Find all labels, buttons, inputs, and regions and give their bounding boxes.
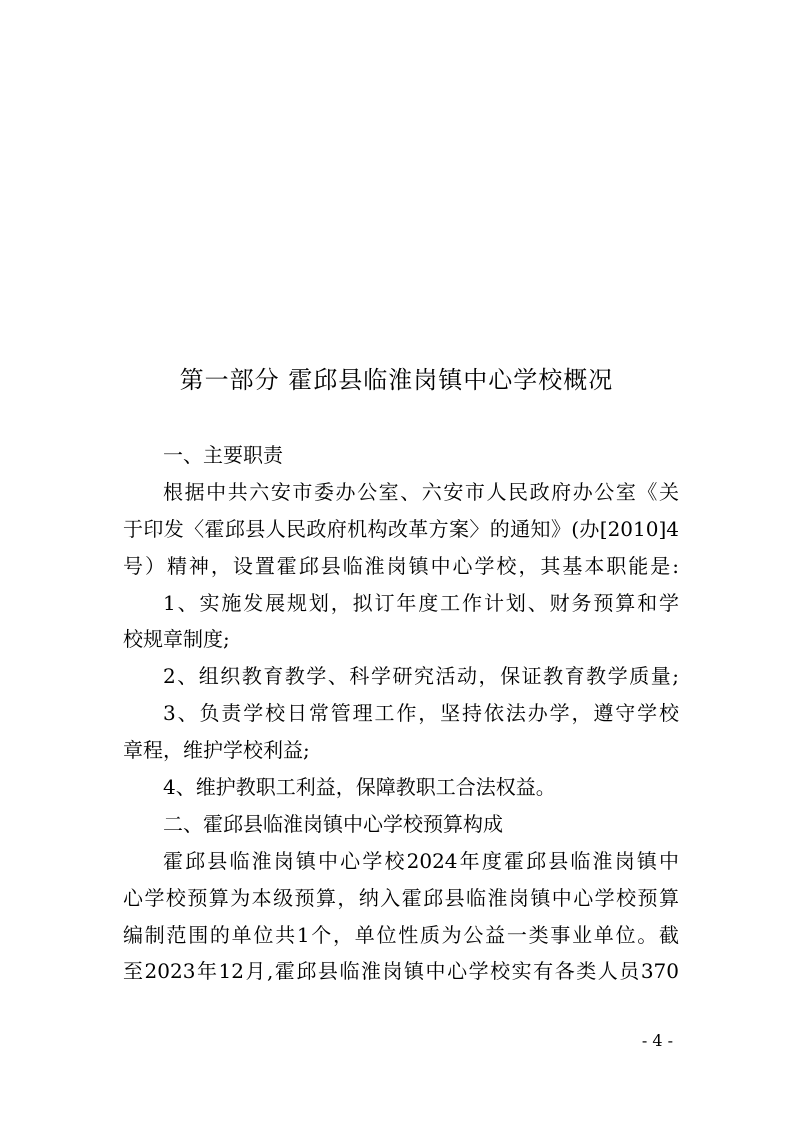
section-heading-budget-composition: 二、霍邱县临淮岗镇中心学校预算构成 [163,811,503,836]
paragraph-line: 编制范围的单位共1个，单位性质为公益一类事业单位。截 [123,922,679,947]
duty-item-1-cont: 校规章制度; [123,627,230,652]
paragraph-line: 号）精神，设置霍邱县临淮岗镇中心学校，其基本职能是: [123,553,679,578]
paragraph-line: 于印发〈霍邱县人民政府机构改革方案〉的通知》(办[2010]4 [123,516,679,541]
duty-item-3: 3、负责学校日常管理工作，坚持依法办学，遵守学校 [163,701,679,726]
duty-item-1: 1、实施发展规划，拟订年度工作计划、财务预算和学 [163,590,679,615]
duty-item-2: 2、组织教育教学、科学研究活动，保证教育教学质量; [163,664,679,689]
section-heading-main-duties: 一、主要职责 [163,443,283,467]
paragraph-line: 至2023年12月,霍邱县临淮岗镇中心学校实有各类人员370 [123,959,679,984]
page-number: - 4 - [641,1031,673,1050]
duty-item-4: 4、维护教职工利益，保障教职工合法权益。 [163,775,556,800]
paragraph-line: 霍邱县临淮岗镇中心学校2024年度霍邱县临淮岗镇中 [163,848,679,873]
document-body [123,437,679,990]
page-title: 第一部分 霍邱县临淮岗镇中心学校概况 [179,366,614,394]
duty-item-3-cont: 章程，维护学校利益; [123,738,310,763]
paragraph-line: 心学校预算为本级预算，纳入霍邱县临淮岗镇中心学校预算 [123,885,679,910]
paragraph-line: 根据中共六安市委办公室、六安市人民政府办公室《关 [163,479,679,504]
